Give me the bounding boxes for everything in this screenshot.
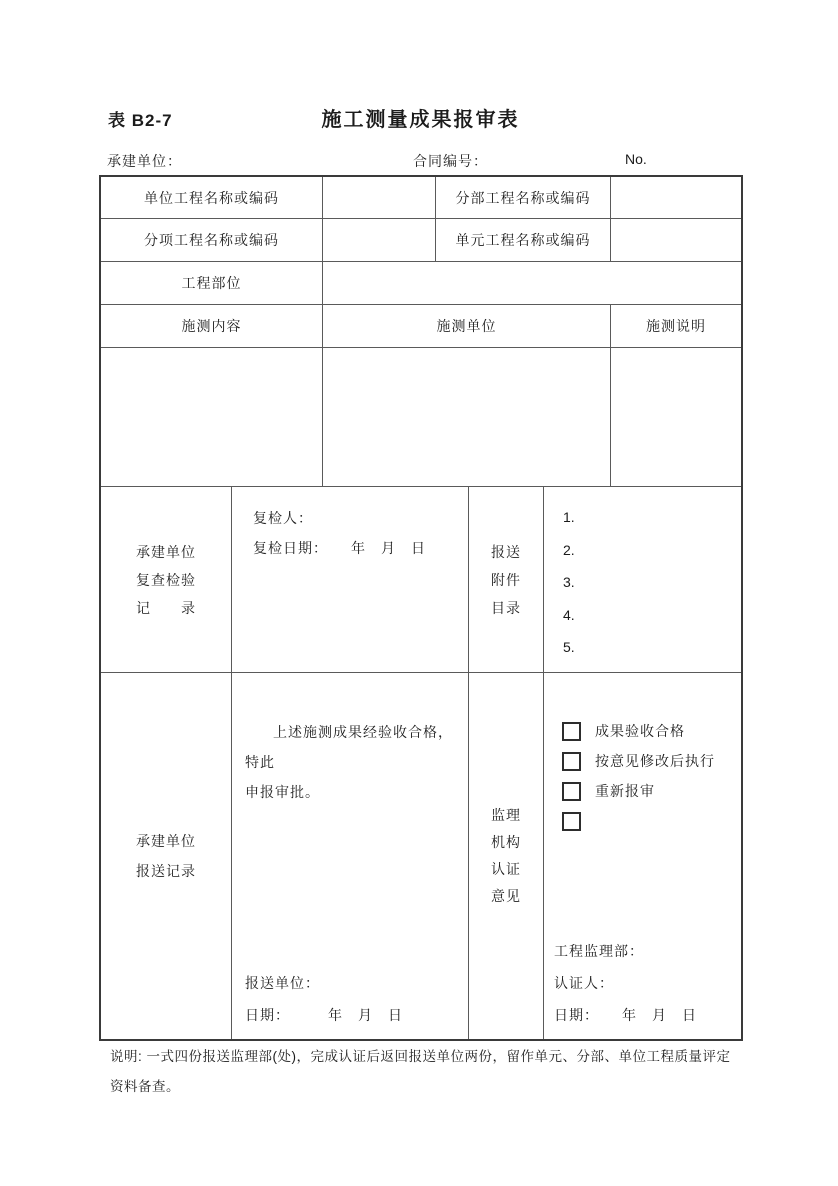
attachment-list-cell[interactable] bbox=[544, 487, 741, 672]
checkbox-resubmit-icon[interactable] bbox=[562, 782, 581, 801]
subitem-project-name-value-cell[interactable] bbox=[323, 219, 436, 261]
submission-statement-cell[interactable] bbox=[232, 673, 469, 1039]
footer-note-line1: 说明: 一式四份报送监理部(处)，完成认证后返回报送单位两份，留作单元、分部、单位工程质量评定 bbox=[110, 1049, 731, 1064]
certifier-label: 认证人： bbox=[554, 975, 614, 991]
form-table bbox=[99, 175, 743, 1041]
recheck-label-line3: 记 录 bbox=[136, 599, 196, 616]
unit-project-name-label: 单位工程名称或编码 bbox=[101, 177, 323, 218]
project-part-label: 工程部位 bbox=[101, 262, 323, 304]
submit-date-label: 日期： 年 月 日 bbox=[245, 1007, 403, 1023]
survey-content-header: 施测内容 bbox=[101, 305, 323, 347]
submission-record-label bbox=[101, 673, 232, 1039]
recheck-label-line1: 承建单位 bbox=[136, 543, 196, 560]
supervisor-opinion-cell bbox=[544, 673, 741, 1039]
table-row-submission-record bbox=[101, 673, 741, 1039]
attachment-label-line3: 目录 bbox=[491, 599, 521, 616]
subitem-project-name-label: 分项工程名称或编码 bbox=[101, 219, 323, 261]
table-row-project-part bbox=[101, 262, 741, 305]
checkbox-item-pass bbox=[562, 723, 741, 740]
supervisor-label-line1: 监理 bbox=[491, 807, 521, 823]
table-row-survey-header bbox=[101, 305, 741, 348]
survey-note-header: 施测说明 bbox=[646, 318, 706, 334]
submission-label-line2: 报送记录 bbox=[136, 863, 196, 879]
survey-unit-header: 施测单位 bbox=[323, 305, 611, 347]
attachment-item-2: 2. bbox=[563, 541, 575, 558]
checkbox-item-blank bbox=[562, 813, 741, 830]
checkbox-item-revise bbox=[562, 753, 741, 770]
survey-note-value-cell[interactable] bbox=[611, 348, 741, 486]
element-project-name-label: 单元工程名称或编码 bbox=[436, 219, 611, 261]
checkbox-result-pass-icon[interactable] bbox=[562, 722, 581, 741]
supervisor-label-line3: 认证 bbox=[491, 861, 521, 877]
submission-label-line1: 承建单位 bbox=[136, 833, 196, 849]
attachment-item-3: 3. bbox=[563, 574, 575, 590]
page-title: 施工测量成果报审表 bbox=[321, 109, 520, 131]
contract-number-label: 合同编号： bbox=[413, 153, 488, 169]
attachment-label-line2: 附件 bbox=[491, 571, 521, 588]
attachment-item-5: 5. bbox=[563, 639, 575, 655]
supervisor-label-line4: 意见 bbox=[491, 888, 521, 904]
unit-project-name-value-cell[interactable] bbox=[323, 177, 436, 218]
checkbox-item-resubmit bbox=[562, 783, 741, 800]
recheck-date-label: 复检日期： 年 月 日 bbox=[253, 540, 426, 556]
checkbox-label-resubmit: 重新报审 bbox=[595, 783, 655, 799]
checkbox-blank-icon[interactable] bbox=[562, 812, 581, 831]
table-row-subitem-project bbox=[101, 219, 741, 262]
document-number-label: No. bbox=[625, 151, 647, 167]
checkbox-label-pass: 成果验收合格 bbox=[595, 723, 685, 739]
attachment-label-line1: 报送 bbox=[491, 543, 521, 560]
cert-date-label: 日期： 年 月 日 bbox=[554, 1007, 697, 1023]
checkbox-revise-execute-icon[interactable] bbox=[562, 752, 581, 771]
recheck-label-line2: 复查检验 bbox=[136, 571, 196, 588]
division-project-name-label: 分部工程名称或编码 bbox=[436, 177, 611, 218]
supervisor-opinion-label bbox=[469, 673, 544, 1039]
project-part-value-cell[interactable] bbox=[323, 262, 741, 304]
table-row-unit-project bbox=[101, 177, 741, 219]
supervision-dept-label: 工程监理部： bbox=[554, 943, 644, 959]
statement-line2: 申报审批。 bbox=[245, 784, 320, 800]
survey-content-value-cell[interactable] bbox=[101, 348, 323, 486]
checkbox-label-revise: 按意见修改后执行 bbox=[595, 753, 715, 769]
attachment-list-label bbox=[469, 487, 544, 672]
supervisor-label-line2: 机构 bbox=[491, 834, 521, 850]
contractor-label: 承建单位： bbox=[107, 153, 182, 169]
attachment-item-4: 4. bbox=[563, 606, 575, 623]
submit-unit-label: 报送单位： bbox=[245, 975, 320, 991]
recheck-detail-cell[interactable] bbox=[232, 487, 469, 672]
statement-line1: 上述施测成果经验收合格，特此 bbox=[245, 724, 453, 770]
rechecker-label: 复检人： bbox=[253, 510, 313, 526]
recheck-record-label bbox=[101, 487, 232, 672]
form-code: 表 B2-7 bbox=[108, 111, 173, 130]
table-row-recheck-record bbox=[101, 487, 741, 673]
survey-unit-value-cell[interactable] bbox=[323, 348, 611, 486]
division-project-name-value-cell[interactable] bbox=[611, 177, 741, 218]
attachment-item-1: 1. bbox=[563, 509, 575, 525]
element-project-name-value-cell[interactable] bbox=[611, 219, 741, 261]
footer-note-line2: 资料备查。 bbox=[110, 1079, 180, 1094]
footer-note bbox=[110, 1042, 745, 1102]
table-row-survey-entries bbox=[101, 348, 741, 487]
